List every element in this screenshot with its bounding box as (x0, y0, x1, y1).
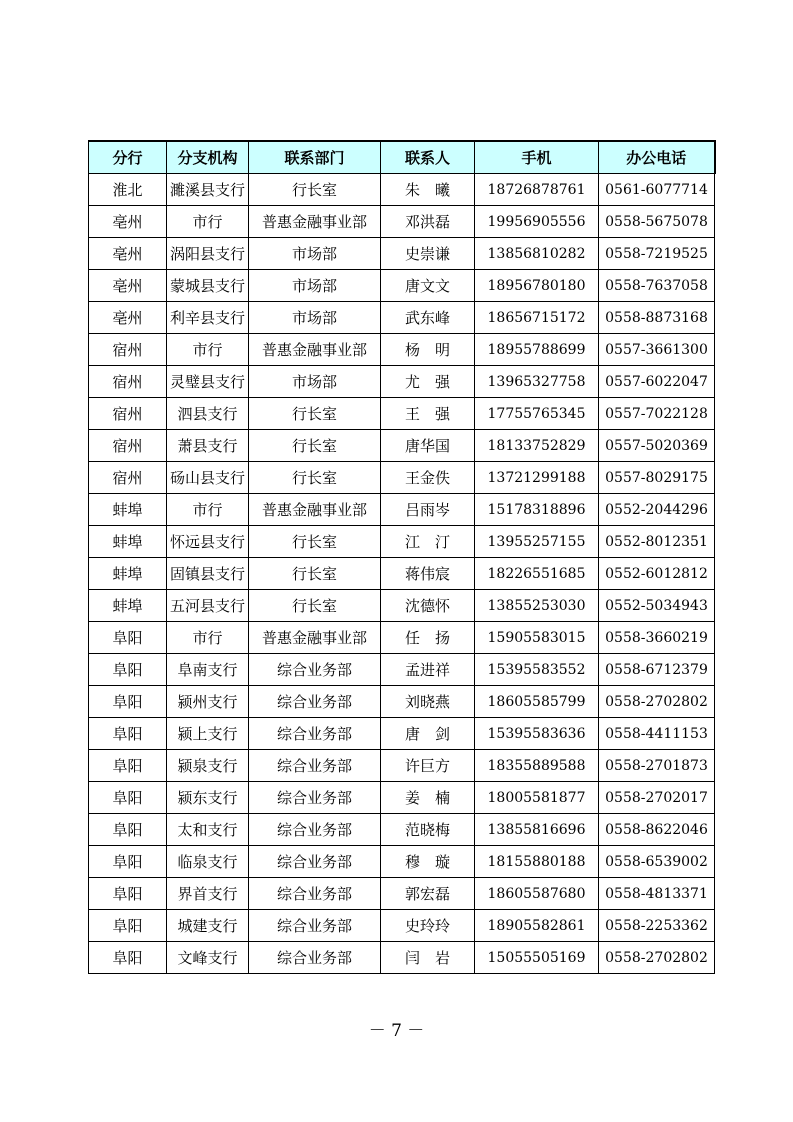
table-row (89, 462, 715, 494)
cell-department: 普惠金融事业部 (249, 206, 381, 238)
cell-sub-branch: 文峰支行 (167, 942, 249, 974)
cell-department: 行长室 (249, 558, 381, 590)
table-row (89, 270, 715, 302)
cell-department: 综合业务部 (249, 686, 381, 718)
cell-mobile: 13855253030 (475, 590, 599, 622)
cell-sub-branch: 市行 (167, 206, 249, 238)
cell-contact-person: 闫 岩 (381, 942, 475, 974)
table-row (89, 558, 715, 590)
cell-office-phone: 0558-4813371 (599, 878, 715, 910)
cell-mobile: 15395583636 (475, 718, 599, 750)
table-row (89, 590, 715, 622)
cell-department: 市场部 (249, 270, 381, 302)
cell-sub-branch: 灵璧县支行 (167, 366, 249, 398)
cell-mobile: 15178318896 (475, 494, 599, 526)
cell-contact-person: 穆 璇 (381, 846, 475, 878)
cell-contact-person: 沈德怀 (381, 590, 475, 622)
cell-branch: 阜阳 (89, 782, 167, 814)
cell-branch: 宿州 (89, 462, 167, 494)
cell-sub-branch: 泗县支行 (167, 398, 249, 430)
table-row (89, 366, 715, 398)
cell-branch: 阜阳 (89, 718, 167, 750)
contact-table-container (88, 140, 716, 974)
cell-mobile: 19956905556 (475, 206, 599, 238)
cell-sub-branch: 临泉支行 (167, 846, 249, 878)
cell-mobile: 18155880188 (475, 846, 599, 878)
cell-contact-person: 王 强 (381, 398, 475, 430)
cell-contact-person: 武东峰 (381, 302, 475, 334)
cell-sub-branch: 濉溪县支行 (167, 174, 249, 206)
header-mobile: 手机 (475, 141, 599, 174)
cell-contact-person: 杨 明 (381, 334, 475, 366)
cell-sub-branch: 砀山县支行 (167, 462, 249, 494)
table-row (89, 494, 715, 526)
cell-branch: 阜阳 (89, 846, 167, 878)
cell-sub-branch: 固镇县支行 (167, 558, 249, 590)
cell-office-phone: 0558-2702017 (599, 782, 715, 814)
cell-sub-branch: 涡阳县支行 (167, 238, 249, 270)
cell-mobile: 13721299188 (475, 462, 599, 494)
table-row (89, 622, 715, 654)
cell-contact-person: 任 扬 (381, 622, 475, 654)
cell-sub-branch: 五河县支行 (167, 590, 249, 622)
cell-sub-branch: 颍上支行 (167, 718, 249, 750)
cell-office-phone: 0558-6539002 (599, 846, 715, 878)
cell-department: 综合业务部 (249, 878, 381, 910)
cell-mobile: 18905582861 (475, 910, 599, 942)
cell-department: 综合业务部 (249, 654, 381, 686)
cell-contact-person: 王金佚 (381, 462, 475, 494)
table-row (89, 174, 715, 206)
cell-sub-branch: 市行 (167, 622, 249, 654)
cell-office-phone: 0561-6077714 (599, 174, 715, 206)
page-number: － 7 － (368, 1021, 425, 1041)
cell-mobile: 17755765345 (475, 398, 599, 430)
cell-office-phone: 0558-2702802 (599, 942, 715, 974)
cell-contact-person: 范晓梅 (381, 814, 475, 846)
header-department: 联系部门 (249, 141, 381, 174)
cell-office-phone: 0552-8012351 (599, 526, 715, 558)
cell-mobile: 13955257155 (475, 526, 599, 558)
cell-sub-branch: 太和支行 (167, 814, 249, 846)
cell-contact-person: 唐 剑 (381, 718, 475, 750)
cell-branch: 阜阳 (89, 942, 167, 974)
cell-contact-person: 郭宏磊 (381, 878, 475, 910)
header-contact-person: 联系人 (381, 141, 475, 174)
cell-contact-person: 蒋伟宸 (381, 558, 475, 590)
table-row (89, 750, 715, 782)
cell-department: 行长室 (249, 430, 381, 462)
cell-branch: 亳州 (89, 238, 167, 270)
cell-office-phone: 0557-3661300 (599, 334, 715, 366)
cell-sub-branch: 颍泉支行 (167, 750, 249, 782)
cell-contact-person: 刘晓燕 (381, 686, 475, 718)
cell-branch: 宿州 (89, 334, 167, 366)
cell-mobile: 15055505169 (475, 942, 599, 974)
cell-office-phone: 0552-2044296 (599, 494, 715, 526)
cell-contact-person: 江 汀 (381, 526, 475, 558)
table-row (89, 782, 715, 814)
cell-contact-person: 尤 强 (381, 366, 475, 398)
cell-mobile: 13965327758 (475, 366, 599, 398)
cell-office-phone: 0558-7637058 (599, 270, 715, 302)
cell-office-phone: 0558-8622046 (599, 814, 715, 846)
cell-sub-branch: 界首支行 (167, 878, 249, 910)
cell-branch: 亳州 (89, 270, 167, 302)
cell-branch: 宿州 (89, 366, 167, 398)
cell-mobile: 18726878761 (475, 174, 599, 206)
header-office-phone: 办公电话 (599, 141, 715, 174)
cell-mobile: 18226551685 (475, 558, 599, 590)
cell-sub-branch: 阜南支行 (167, 654, 249, 686)
cell-office-phone: 0558-2702802 (599, 686, 715, 718)
table-row (89, 686, 715, 718)
table-row (89, 910, 715, 942)
cell-department: 综合业务部 (249, 910, 381, 942)
cell-office-phone: 0558-2253362 (599, 910, 715, 942)
cell-branch: 宿州 (89, 398, 167, 430)
cell-office-phone: 0558-4411153 (599, 718, 715, 750)
cell-department: 行长室 (249, 174, 381, 206)
table-row (89, 942, 715, 974)
cell-mobile: 15905583015 (475, 622, 599, 654)
cell-mobile: 18133752829 (475, 430, 599, 462)
cell-mobile: 18005581877 (475, 782, 599, 814)
cell-office-phone: 0557-7022128 (599, 398, 715, 430)
cell-branch: 阜阳 (89, 686, 167, 718)
table-row (89, 878, 715, 910)
cell-sub-branch: 市行 (167, 334, 249, 366)
table-row (89, 526, 715, 558)
cell-sub-branch: 怀远县支行 (167, 526, 249, 558)
cell-department: 普惠金融事业部 (249, 494, 381, 526)
cell-office-phone: 0557-6022047 (599, 366, 715, 398)
cell-mobile: 13856810282 (475, 238, 599, 270)
cell-branch: 宿州 (89, 430, 167, 462)
cell-mobile: 18605585799 (475, 686, 599, 718)
cell-department: 行长室 (249, 590, 381, 622)
cell-office-phone: 0557-5020369 (599, 430, 715, 462)
cell-sub-branch: 颍东支行 (167, 782, 249, 814)
table-row (89, 654, 715, 686)
cell-mobile: 18656715172 (475, 302, 599, 334)
cell-office-phone: 0558-2701873 (599, 750, 715, 782)
cell-contact-person: 朱 曦 (381, 174, 475, 206)
cell-branch: 阜阳 (89, 654, 167, 686)
cell-department: 普惠金融事业部 (249, 622, 381, 654)
cell-department: 普惠金融事业部 (249, 334, 381, 366)
cell-mobile: 13855816696 (475, 814, 599, 846)
cell-department: 综合业务部 (249, 846, 381, 878)
cell-mobile: 18605587680 (475, 878, 599, 910)
table-row (89, 238, 715, 270)
table-row (89, 302, 715, 334)
cell-office-phone: 0558-3660219 (599, 622, 715, 654)
cell-department: 市场部 (249, 366, 381, 398)
cell-sub-branch: 利辛县支行 (167, 302, 249, 334)
contact-table (88, 140, 716, 974)
cell-office-phone: 0558-5675078 (599, 206, 715, 238)
cell-mobile: 18355889588 (475, 750, 599, 782)
header-branch: 分行 (89, 141, 167, 174)
cell-office-phone: 0558-7219525 (599, 238, 715, 270)
cell-contact-person: 姜 楠 (381, 782, 475, 814)
cell-department: 行长室 (249, 398, 381, 430)
cell-contact-person: 吕雨岑 (381, 494, 475, 526)
cell-branch: 阜阳 (89, 814, 167, 846)
table-row (89, 814, 715, 846)
cell-office-phone: 0557-8029175 (599, 462, 715, 494)
cell-branch: 蚌埠 (89, 590, 167, 622)
cell-office-phone: 0558-6712379 (599, 654, 715, 686)
table-row (89, 718, 715, 750)
cell-sub-branch: 颍州支行 (167, 686, 249, 718)
cell-sub-branch: 蒙城县支行 (167, 270, 249, 302)
cell-branch: 蚌埠 (89, 526, 167, 558)
table-row (89, 334, 715, 366)
cell-branch: 亳州 (89, 302, 167, 334)
cell-mobile: 15395583552 (475, 654, 599, 686)
cell-mobile: 18955788699 (475, 334, 599, 366)
cell-office-phone: 0552-5034943 (599, 590, 715, 622)
cell-office-phone: 0552-6012812 (599, 558, 715, 590)
cell-department: 综合业务部 (249, 718, 381, 750)
cell-department: 综合业务部 (249, 942, 381, 974)
cell-contact-person: 许巨方 (381, 750, 475, 782)
table-body (89, 174, 715, 974)
table-row (89, 206, 715, 238)
cell-department: 行长室 (249, 526, 381, 558)
cell-contact-person: 史玲玲 (381, 910, 475, 942)
cell-contact-person: 孟进祥 (381, 654, 475, 686)
cell-branch: 蚌埠 (89, 494, 167, 526)
table-header-row (89, 141, 715, 174)
cell-branch: 阜阳 (89, 622, 167, 654)
cell-contact-person: 唐华国 (381, 430, 475, 462)
cell-department: 行长室 (249, 462, 381, 494)
cell-sub-branch: 萧县支行 (167, 430, 249, 462)
header-sub-branch: 分支机构 (167, 141, 249, 174)
cell-contact-person: 史崇谦 (381, 238, 475, 270)
cell-mobile: 18956780180 (475, 270, 599, 302)
table-row (89, 430, 715, 462)
cell-sub-branch: 市行 (167, 494, 249, 526)
cell-sub-branch: 城建支行 (167, 910, 249, 942)
cell-branch: 阜阳 (89, 878, 167, 910)
cell-department: 综合业务部 (249, 750, 381, 782)
cell-branch: 淮北 (89, 174, 167, 206)
cell-contact-person: 邓洪磊 (381, 206, 475, 238)
cell-office-phone: 0558-8873168 (599, 302, 715, 334)
cell-branch: 阜阳 (89, 750, 167, 782)
table-row (89, 846, 715, 878)
cell-department: 市场部 (249, 302, 381, 334)
cell-department: 市场部 (249, 238, 381, 270)
cell-department: 综合业务部 (249, 814, 381, 846)
cell-contact-person: 唐文文 (381, 270, 475, 302)
cell-branch: 阜阳 (89, 910, 167, 942)
cell-branch: 蚌埠 (89, 558, 167, 590)
table-row (89, 398, 715, 430)
cell-branch: 亳州 (89, 206, 167, 238)
cell-department: 综合业务部 (249, 782, 381, 814)
